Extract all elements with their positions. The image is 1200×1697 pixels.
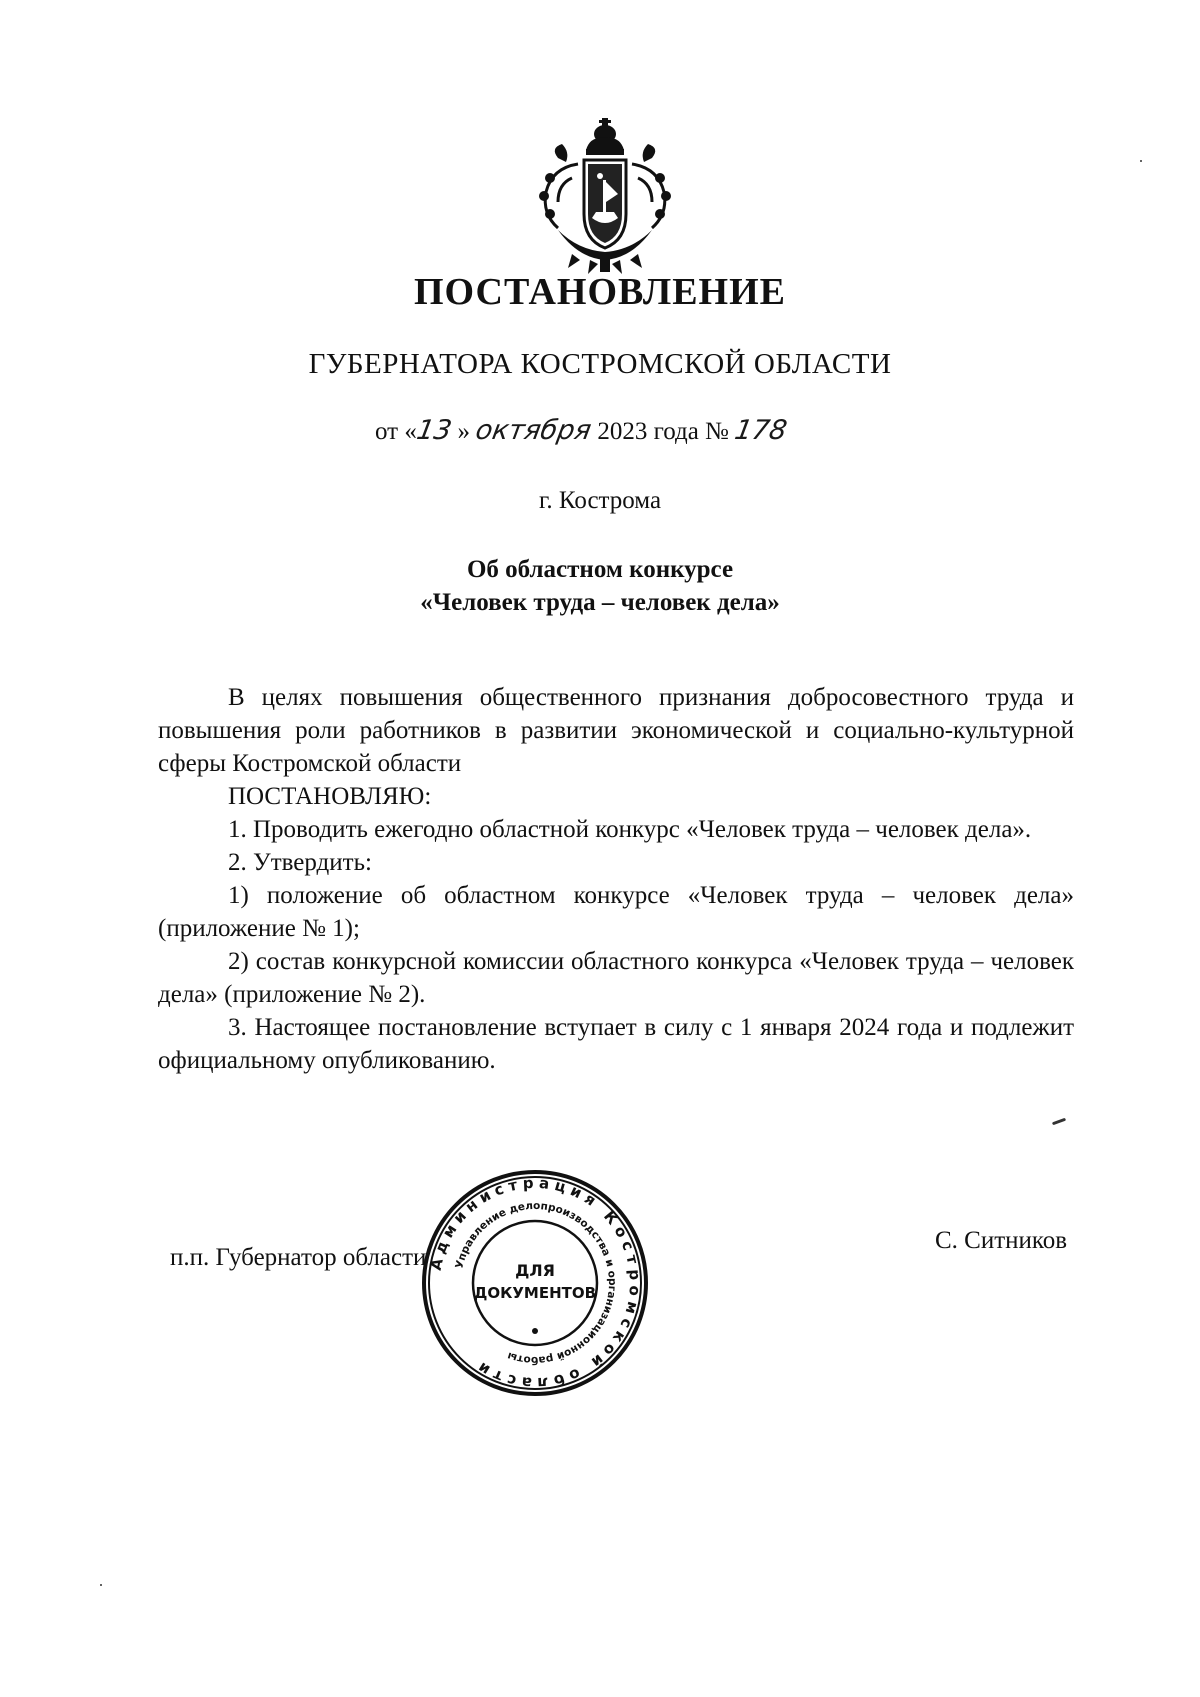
item-1: 1. Проводить ежегодно областной конкурс «Человек труда – человек дела». bbox=[228, 816, 1032, 843]
decree-word: ПОСТАНОВЛЯЮ: bbox=[228, 783, 432, 810]
document-title: ПОСТАНОВЛЕНИЕ bbox=[413, 271, 787, 313]
city: г. Кострома bbox=[538, 487, 662, 514]
item-3: 3. Настоящее постановление вступает в силу с 1 января 2024 года и подлежит официальному опубликованию. bbox=[158, 1014, 1074, 1074]
issuer-subtitle: ГУБЕРНАТОРА КОСТРОМСКОЙ ОБЛАСТИ bbox=[308, 348, 892, 380]
date-prefix: от « bbox=[375, 418, 417, 445]
date-month-handwritten: октября bbox=[473, 415, 594, 446]
preamble-paragraph: В целях повышения общественного признания добросовестного труда и повышения роли работников в развитии экономической и социально-культурной сферы Костромской области bbox=[158, 684, 1074, 777]
date-number-line bbox=[375, 415, 790, 446]
svg-text:Управление делопроизводства и bbox=[453, 1200, 618, 1366]
signatory-position: п.п. Губернатор области bbox=[170, 1244, 427, 1271]
date-day-handwritten: 13 bbox=[414, 415, 454, 446]
stamp-outer-text: Администрация Костромской области bbox=[426, 1173, 645, 1393]
heading-line-1: Об областном конкурсе bbox=[466, 556, 734, 583]
decree-body bbox=[158, 681, 1074, 1077]
date-year: 2023 года № bbox=[597, 418, 729, 445]
scan-speck bbox=[1140, 160, 1142, 162]
item-2-2: 2) состав конкурсной комиссии областного конкурса «Человек труда – человек дела» (приложение № 2). bbox=[158, 948, 1074, 1008]
decree-number-handwritten: 178 bbox=[732, 415, 790, 446]
scan-mark bbox=[1052, 1118, 1066, 1126]
stamp-inner-text: Управление делопроизводства и организационной работы bbox=[453, 1199, 619, 1367]
decree-heading bbox=[0, 553, 1200, 619]
stamp-center-line-2: ДОКУМЕНТОВ bbox=[473, 1284, 597, 1302]
stamp-center-line-1: ДЛЯ bbox=[515, 1261, 555, 1280]
item-2: 2. Утвердить: bbox=[228, 849, 372, 876]
date-sep: » bbox=[457, 418, 470, 445]
scan-speck bbox=[100, 1584, 102, 1586]
heading-line-2: «Человек труда – человек дела» bbox=[420, 589, 780, 616]
item-2-1: 1) положение об областном конкурсе «Человек труда – человек дела» (приложение № 1); bbox=[158, 882, 1074, 942]
official-stamp bbox=[420, 1168, 650, 1398]
signatory-name: С. Ситников bbox=[935, 1227, 1068, 1254]
coat-of-arms-emblem bbox=[528, 118, 682, 278]
